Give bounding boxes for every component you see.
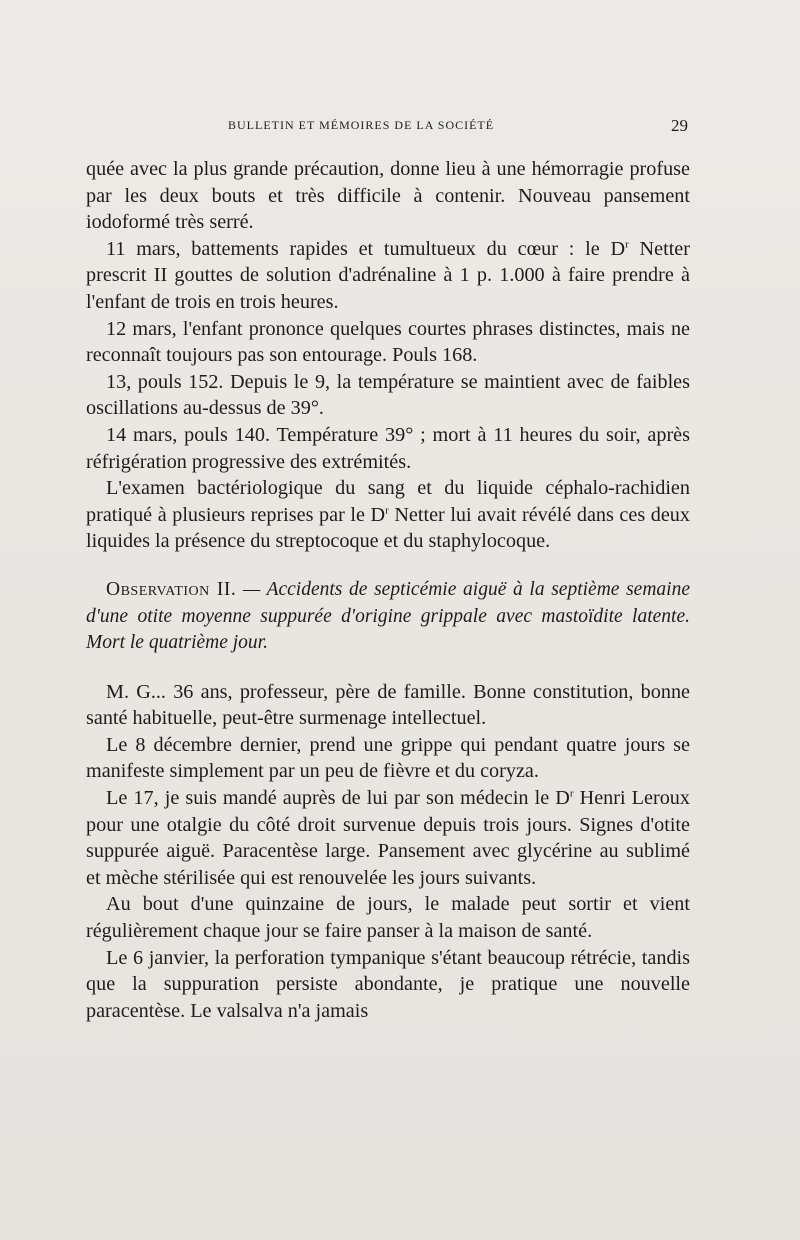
paragraph-11: Le 6 janvier, la perforation tympanique s'étant beaucoup rétrécie, tandis que la suppuration persiste abondante, je pratique une nouvelle paracentèse. Le valsalva n'a jamais (86, 946, 690, 1022)
paragraph-2 (86, 236, 690, 316)
paragraph-3: 12 mars, l'enfant prononce quelques courtes phrases distinctes, mais ne reconnaît toujours pas son entourage. Pouls 168. (86, 317, 690, 367)
running-head: BULLETIN ET MÉMOIRES DE LA SOCIÉTÉ (228, 118, 495, 132)
page-number: 29 (671, 116, 688, 135)
observation-label: Observation II. (106, 578, 237, 600)
paragraph-5: 14 mars, pouls 140. Température 39° ; mort à 11 heures du soir, après réfrigération progressive des extrémités. (86, 423, 690, 473)
paragraph-6-text-a: L'examen bactériologique du sang et du liquide céphalo-rachidien pratiqué à plusieurs reprises par le D (86, 477, 690, 526)
observation-heading (86, 577, 690, 657)
paragraph-6 (86, 475, 690, 555)
superscript: r (385, 503, 389, 516)
body-text (86, 156, 690, 1024)
paragraph-2-text-a: 11 mars, battements rapides et tumultueux du cœur : le D (106, 237, 626, 260)
paragraph-9-text-b: Henri Leroux pour une otalgie du côté droit survenue depuis trois jours. Signes d'otite suppurée aiguë. Paracentèse large. Pansement avec glycérine au sublimé et mèche stérilisée qui est renouvelée les jours suivants. (86, 787, 690, 889)
paragraph-7: M. G... 36 ans, professeur, père de famille. Bonne constitution, bonne santé habituelle, peut-être surmenage intellectuel. (86, 680, 690, 730)
paragraph-8: Le 8 décembre dernier, prend une grippe qui pendant quatre jours se manifeste simplement par un peu de fièvre et du coryza. (86, 733, 690, 783)
paragraph-4: 13, pouls 152. Depuis le 9, la température se maintient avec de faibles oscillations au-dessus de 39°. (86, 370, 690, 420)
superscript: r (569, 787, 574, 800)
page-header (88, 118, 688, 142)
superscript: r (625, 238, 629, 251)
observation-title: — Accidents de septicémie aiguë à la septième semaine d'une otite moyenne suppurée d'origine grippale avec mastoïdite latente. Mort le quatrième jour. (86, 578, 690, 654)
paragraph-2-text-b: Netter prescrit II gouttes de solution d'adrénaline à 1 p. 1.000 à faire prendre à l'enfant de trois en trois heures. (86, 237, 690, 313)
paragraph-9 (86, 785, 690, 891)
paragraph-6-text-b: Netter lui avait révélé dans ces deux liquides la présence du streptocoque et du staphylocoque. (86, 503, 690, 553)
paragraph-10: Au bout d'une quinzaine de jours, le malade peut sortir et vient régulièrement chaque jour se faire panser à la maison de santé. (86, 893, 690, 943)
paragraph-9-text-a: Le 17, je suis mandé auprès de lui par son médecin le D (106, 787, 570, 810)
paragraph-1: quée avec la plus grande précaution, donne lieu à une hémorragie profuse par les deux bouts et très difficile à contenir. Nouveau pansement iodoformé très serré. (86, 158, 690, 234)
